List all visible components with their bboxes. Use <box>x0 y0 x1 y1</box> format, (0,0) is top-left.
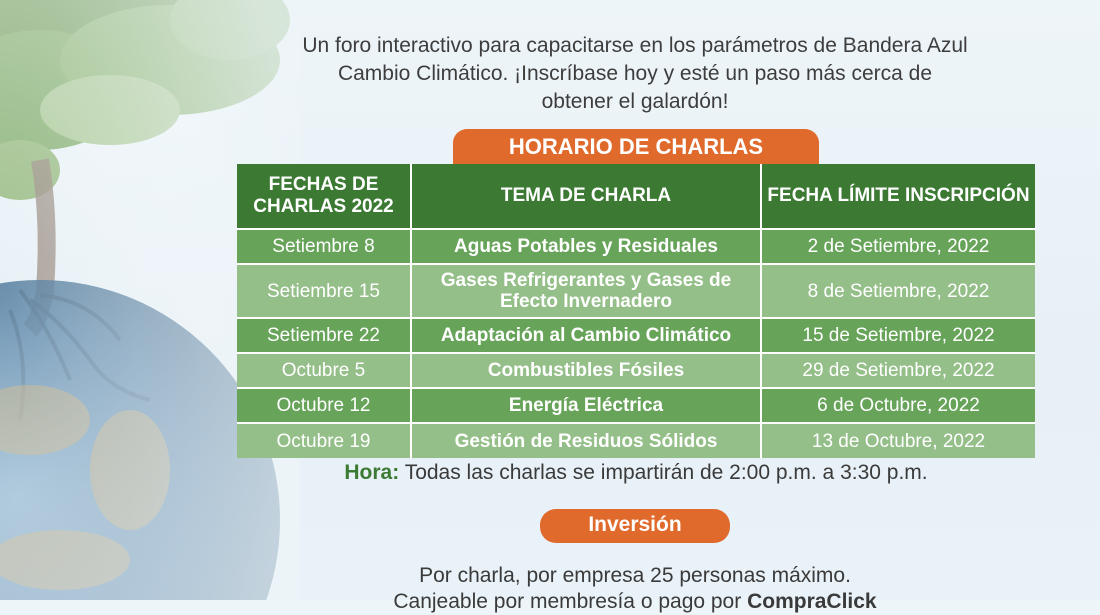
schedule-table <box>237 164 1035 458</box>
table-row <box>237 388 1035 423</box>
row-topic: Gases Refrigerantes y Gases de Efecto Invernadero <box>411 264 761 318</box>
table-row <box>237 264 1035 318</box>
header-topic: TEMA DE CHARLA <box>411 164 761 229</box>
compraclick-label: CompraClick <box>747 590 877 613</box>
row-date: Setiembre 8 <box>237 229 411 264</box>
row-topic: Gestión de Residuos Sólidos <box>411 423 761 458</box>
pricing-line-2-prefix: Canjeable por membresía o pago por <box>393 590 742 613</box>
time-text: Todas las charlas se impartirán de 2:00 p.m. a 3:30 p.m. <box>404 461 928 484</box>
header-deadline: FECHA LÍMITE INSCRIPCIÓN <box>761 164 1035 229</box>
schedule-time-note <box>237 461 1035 485</box>
row-date: Setiembre 15 <box>237 264 411 318</box>
pricing-text <box>300 563 970 615</box>
table-row <box>237 353 1035 388</box>
row-deadline: 8 de Setiembre, 2022 <box>761 264 1035 318</box>
row-topic: Adaptación al Cambio Climático <box>411 318 761 353</box>
row-topic: Combustibles Fósiles <box>411 353 761 388</box>
time-label: Hora: <box>344 461 400 484</box>
header-dates: FECHAS DE CHARLAS 2022 <box>237 164 411 229</box>
schedule-title: HORARIO DE CHARLAS <box>453 129 819 165</box>
row-topic: Aguas Potables y Residuales <box>411 229 761 264</box>
table-header-row <box>237 164 1035 229</box>
pricing-line-2 <box>300 589 970 615</box>
row-date: Octubre 5 <box>237 353 411 388</box>
row-deadline: 29 de Setiembre, 2022 <box>761 353 1035 388</box>
table-row <box>237 318 1035 353</box>
pricing-line-1: Por charla, por empresa 25 personas máximo. <box>419 564 851 587</box>
intro-text: Un foro interactivo para capacitarse en los parámetros de Bandera Azul Cambio Climático. ¡Inscríbase hoy y esté un paso más cerca de obtener el galardón! <box>302 34 968 113</box>
row-topic: Energía Eléctrica <box>411 388 761 423</box>
row-deadline: 6 de Octubre, 2022 <box>761 388 1035 423</box>
table-row <box>237 229 1035 264</box>
row-date: Octubre 19 <box>237 423 411 458</box>
row-deadline: 13 de Octubre, 2022 <box>761 423 1035 458</box>
investment-title: Inversión <box>540 509 730 543</box>
row-date: Octubre 12 <box>237 388 411 423</box>
table-row <box>237 423 1035 458</box>
row-date: Setiembre 22 <box>237 318 411 353</box>
row-deadline: 2 de Setiembre, 2022 <box>761 229 1035 264</box>
row-deadline: 15 de Setiembre, 2022 <box>761 318 1035 353</box>
